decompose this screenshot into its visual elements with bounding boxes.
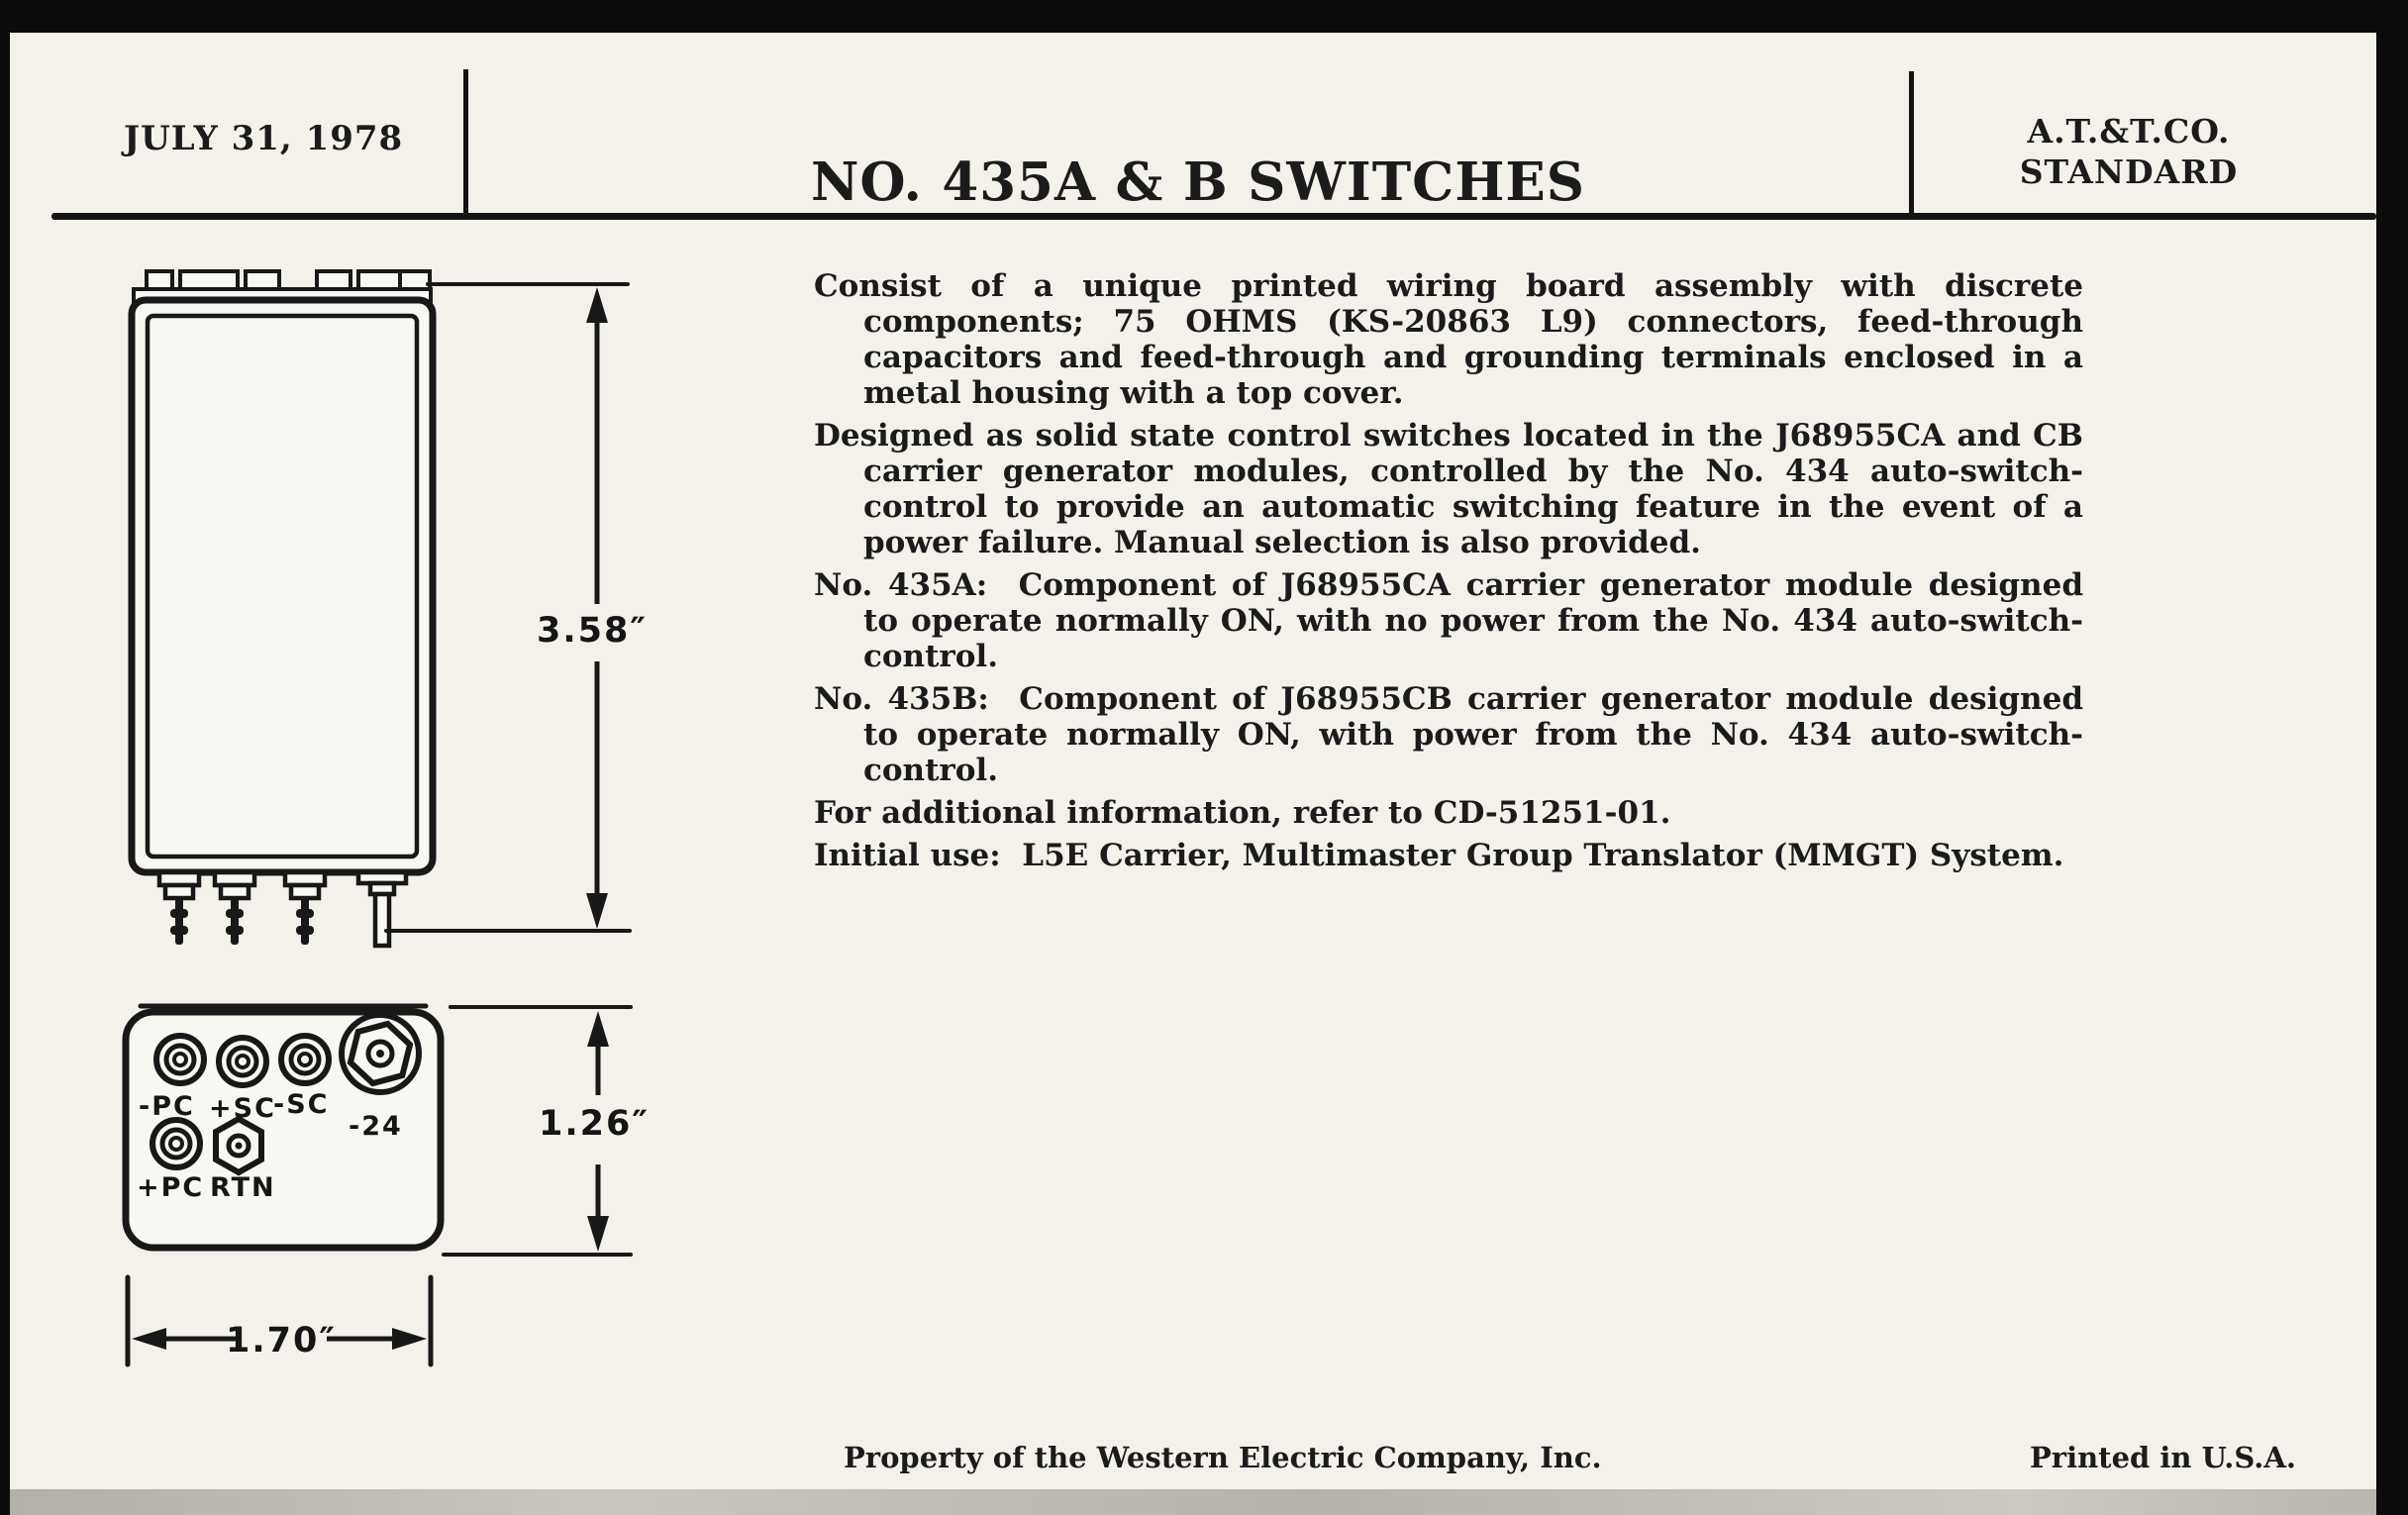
header-divider-left [463,69,468,214]
scan-border-bottom [10,1489,2376,1515]
page-title: NO. 435A & B SWITCHES [810,152,1586,213]
height-dim-label: 3.58″ [537,611,648,651]
property-notice: Property of the Western Electric Company, Inc. [844,1441,1602,1474]
description-column [814,268,2083,880]
depth-dim-label: 1.26″ [539,1104,650,1144]
width-dim-label: 1.70″ [226,1321,337,1361]
header-divider-right [1909,71,1914,214]
depth-dimension [444,1007,650,1255]
org-standard-block [2008,111,2250,192]
side-view-terminal [215,872,254,945]
scan-border-top [0,0,2408,33]
body-paragraph: For additional information, refer to CD-51251-01. [814,795,1671,831]
scan-border-left [0,33,10,1515]
side-view-drawing [132,271,433,946]
terminal-label-pc-minus: -PC [139,1091,195,1122]
body-paragraph: Initial use: L5E Carrier, Multimaster Group Translator (MMGT) System. [814,838,2064,873]
terminal-label-sc-minus: -SC [273,1089,330,1120]
org-standard-label: STANDARD [2019,152,2239,191]
body-paragraph: No. 435B: Component of J68955CB carrier generator module designed to operate normally ON, with power from the No. 434 auto-switch-control. [814,681,2083,788]
side-view-terminal [285,872,325,945]
terminal-rtn [216,1119,261,1172]
issue-date: JULY 31, 1978 [124,119,404,158]
terminal-label-rtn: RTN [210,1172,276,1203]
terminal-label-pc-plus: +PC [137,1172,205,1203]
org-name: A.T.&T.CO. [2027,112,2231,151]
bottom-view-drawing [126,1006,441,1248]
terminal-label-sc-plus: +SC [209,1093,276,1124]
header-rule [51,213,2376,220]
width-dimension [128,1277,431,1364]
terminal-24v [342,1015,419,1092]
body-paragraph: Designed as solid state control switches located in the J68955CA and CB carrier generator modules, controlled by the No. 434 auto-switch-control to provide an automatic switching feature in the event of a power failure. Manual selection is also provided. [814,418,2083,560]
body-paragraph: No. 435A: Component of J68955CA carrier generator module designed to operate normally ON, with no power from the No. 434 auto-switch-control. [814,567,2083,674]
body-paragraph: Consist of a unique printed wiring board assembly with discrete components; 75 OHMS (KS-20863 L9) connectors, feed-through capacitors and feed-through and grounding terminals enclosed in a metal housing with a top cover. [814,268,2083,411]
scan-border-right [2376,0,2408,1515]
switch-technical-drawing [57,226,699,1414]
printed-in-usa: Printed in U.S.A. [2030,1441,2296,1474]
side-view-pin-terminal [358,872,406,946]
terminal-label-24v: -24 [349,1111,403,1142]
side-view-terminal [159,872,199,945]
